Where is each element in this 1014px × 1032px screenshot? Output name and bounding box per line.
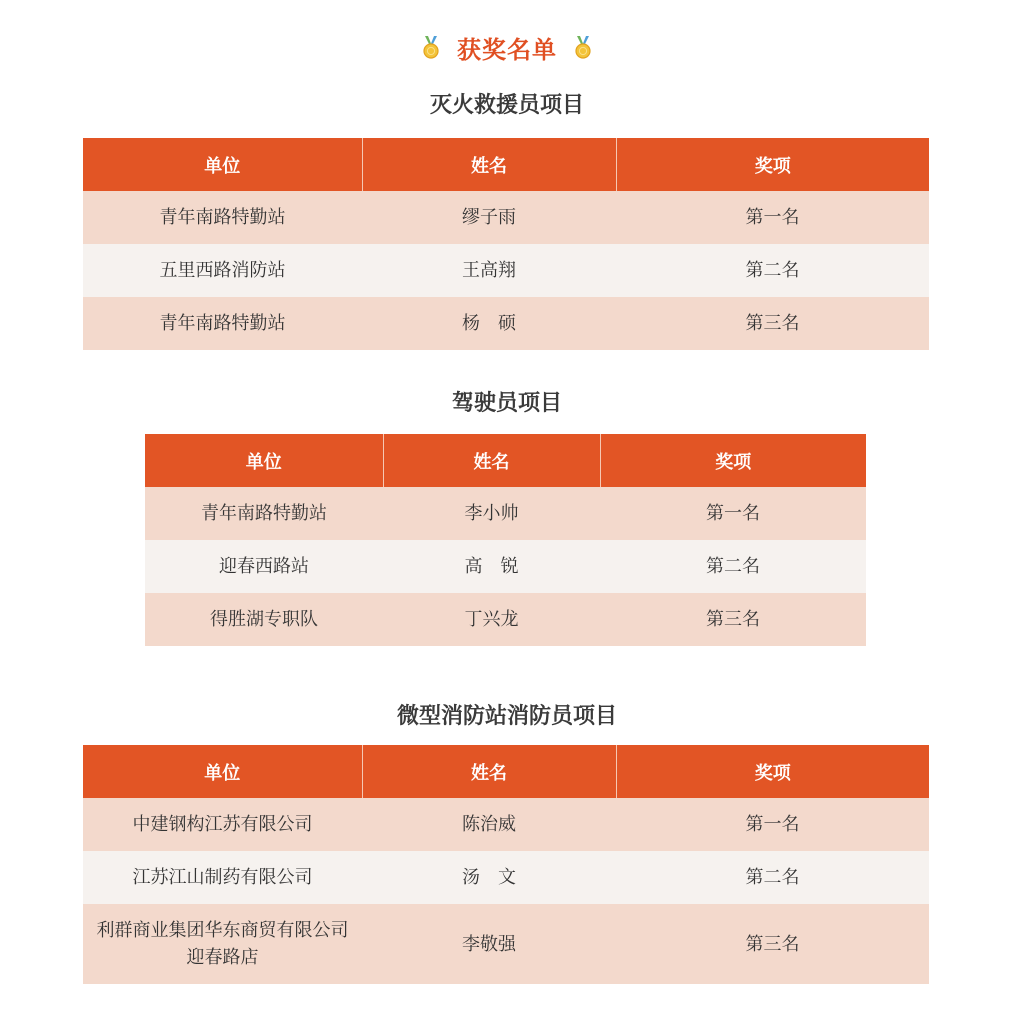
- column-header-unit: 单位: [83, 745, 362, 798]
- column-header-name: 姓名: [362, 745, 616, 798]
- table-row: [145, 487, 866, 540]
- cell-award: 第一名: [616, 191, 929, 244]
- table-row: [83, 244, 929, 297]
- table-header-row: [83, 138, 929, 191]
- cell-name: 陈治威: [362, 798, 616, 851]
- column-header-award: 奖项: [616, 138, 929, 191]
- award-table-firefighting: [83, 138, 929, 350]
- table-row: [145, 593, 866, 646]
- cell-award: 第三名: [616, 904, 929, 984]
- column-header-name: 姓名: [362, 138, 616, 191]
- cell-unit: 迎春西路站: [145, 540, 383, 593]
- cell-unit: 利群商业集团华东商贸有限公司迎春路店: [83, 904, 362, 984]
- award-table-driver: [145, 434, 866, 646]
- cell-unit: 得胜湖专职队: [145, 593, 383, 646]
- cell-name: 李小帅: [383, 487, 600, 540]
- section-title-driver: 驾驶员项目: [451, 391, 562, 416]
- table-row: [83, 297, 929, 350]
- cell-name: 李敬强: [362, 904, 616, 984]
- section-title-micro-fire-station: 微型消防站消防员项目: [396, 704, 617, 729]
- table-header-row: [145, 434, 866, 487]
- table-row: [83, 191, 929, 244]
- section-title-firefighting: 灭火救援员项目: [429, 93, 584, 118]
- cell-unit: 青年南路特勤站: [145, 487, 383, 540]
- column-header-award: 奖项: [616, 745, 929, 798]
- table-header-row: [83, 745, 929, 798]
- column-header-award: 奖项: [600, 434, 866, 487]
- cell-name: 汤 文: [362, 851, 616, 904]
- cell-unit: 青年南路特勤站: [83, 191, 362, 244]
- cell-name: 丁兴龙: [383, 593, 600, 646]
- cell-unit: 五里西路消防站: [83, 244, 362, 297]
- cell-award: 第三名: [600, 593, 866, 646]
- medal-icon: [573, 35, 593, 59]
- cell-award: 第三名: [616, 297, 929, 350]
- cell-award: 第二名: [616, 244, 929, 297]
- cell-award: 第二名: [600, 540, 866, 593]
- cell-award: 第二名: [616, 851, 929, 904]
- column-header-unit: 单位: [83, 138, 362, 191]
- column-header-unit: 单位: [145, 434, 383, 487]
- cell-name: 王高翔: [362, 244, 616, 297]
- cell-unit: 青年南路特勤站: [83, 297, 362, 350]
- table-row: [145, 540, 866, 593]
- table-row: [83, 798, 929, 851]
- award-table-micro-fire-station: [83, 745, 929, 984]
- cell-name: 高 锐: [383, 540, 600, 593]
- cell-name: 杨 硕: [362, 297, 616, 350]
- page-title: [0, 28, 1014, 66]
- cell-award: 第一名: [600, 487, 866, 540]
- medal-icon: [421, 35, 441, 59]
- cell-unit: 江苏江山制药有限公司: [83, 851, 362, 904]
- cell-name: 缪子雨: [362, 191, 616, 244]
- cell-unit: 中建钢构江苏有限公司: [83, 798, 362, 851]
- cell-award: 第一名: [616, 798, 929, 851]
- page-title-text: 获奖名单: [457, 35, 557, 64]
- column-header-name: 姓名: [383, 434, 600, 487]
- table-row: [83, 904, 929, 984]
- table-row: [83, 851, 929, 904]
